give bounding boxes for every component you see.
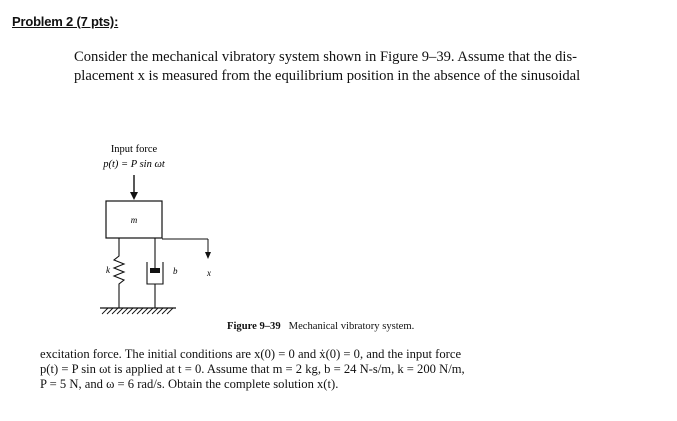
- body-line-1: excitation force. The initial conditions are x(0) = 0 and ẋ(0) = 0, and the input force: [40, 347, 462, 361]
- spring: [114, 238, 124, 308]
- body-line-2: p(t) = P sin ωt is applied at t = 0. Assume that m = 2 kg, b = 24 N-s/m, k = 200 N/m,: [40, 362, 465, 376]
- ground-hatching: [102, 308, 173, 314]
- input-arrow-head: [130, 192, 138, 200]
- figure-diagram: [70, 128, 250, 328]
- input-force-label: Input force: [110, 144, 158, 155]
- input-force-equation: p(t) = P sin ωt: [103, 159, 165, 170]
- vibratory-system-figure: [70, 128, 250, 328]
- mass-label: m: [130, 215, 138, 225]
- intro-line-2: placement x is measured from the equilibrium position in the absence of the sinusoidal: [74, 68, 581, 84]
- problem-heading: Problem 2 (7 pts):: [12, 14, 119, 29]
- damper-label: b: [173, 266, 178, 276]
- figure-caption: [227, 321, 414, 332]
- body-line-3: P = 5 N, and ω = 6 rad/s. Obtain the complete solution x(t).: [40, 377, 339, 391]
- displacement-arrow-head: [205, 252, 211, 259]
- intro-line-1: Consider the mechanical vibratory system shown in Figure 9–39. Assume that the dis-: [74, 49, 577, 65]
- figure-number: Figure 9–39: [227, 321, 281, 332]
- damper: [147, 238, 163, 308]
- spring-label: k: [106, 265, 110, 275]
- displacement-label: x: [207, 268, 211, 278]
- figure-caption-text: Mechanical vibratory system.: [288, 321, 415, 332]
